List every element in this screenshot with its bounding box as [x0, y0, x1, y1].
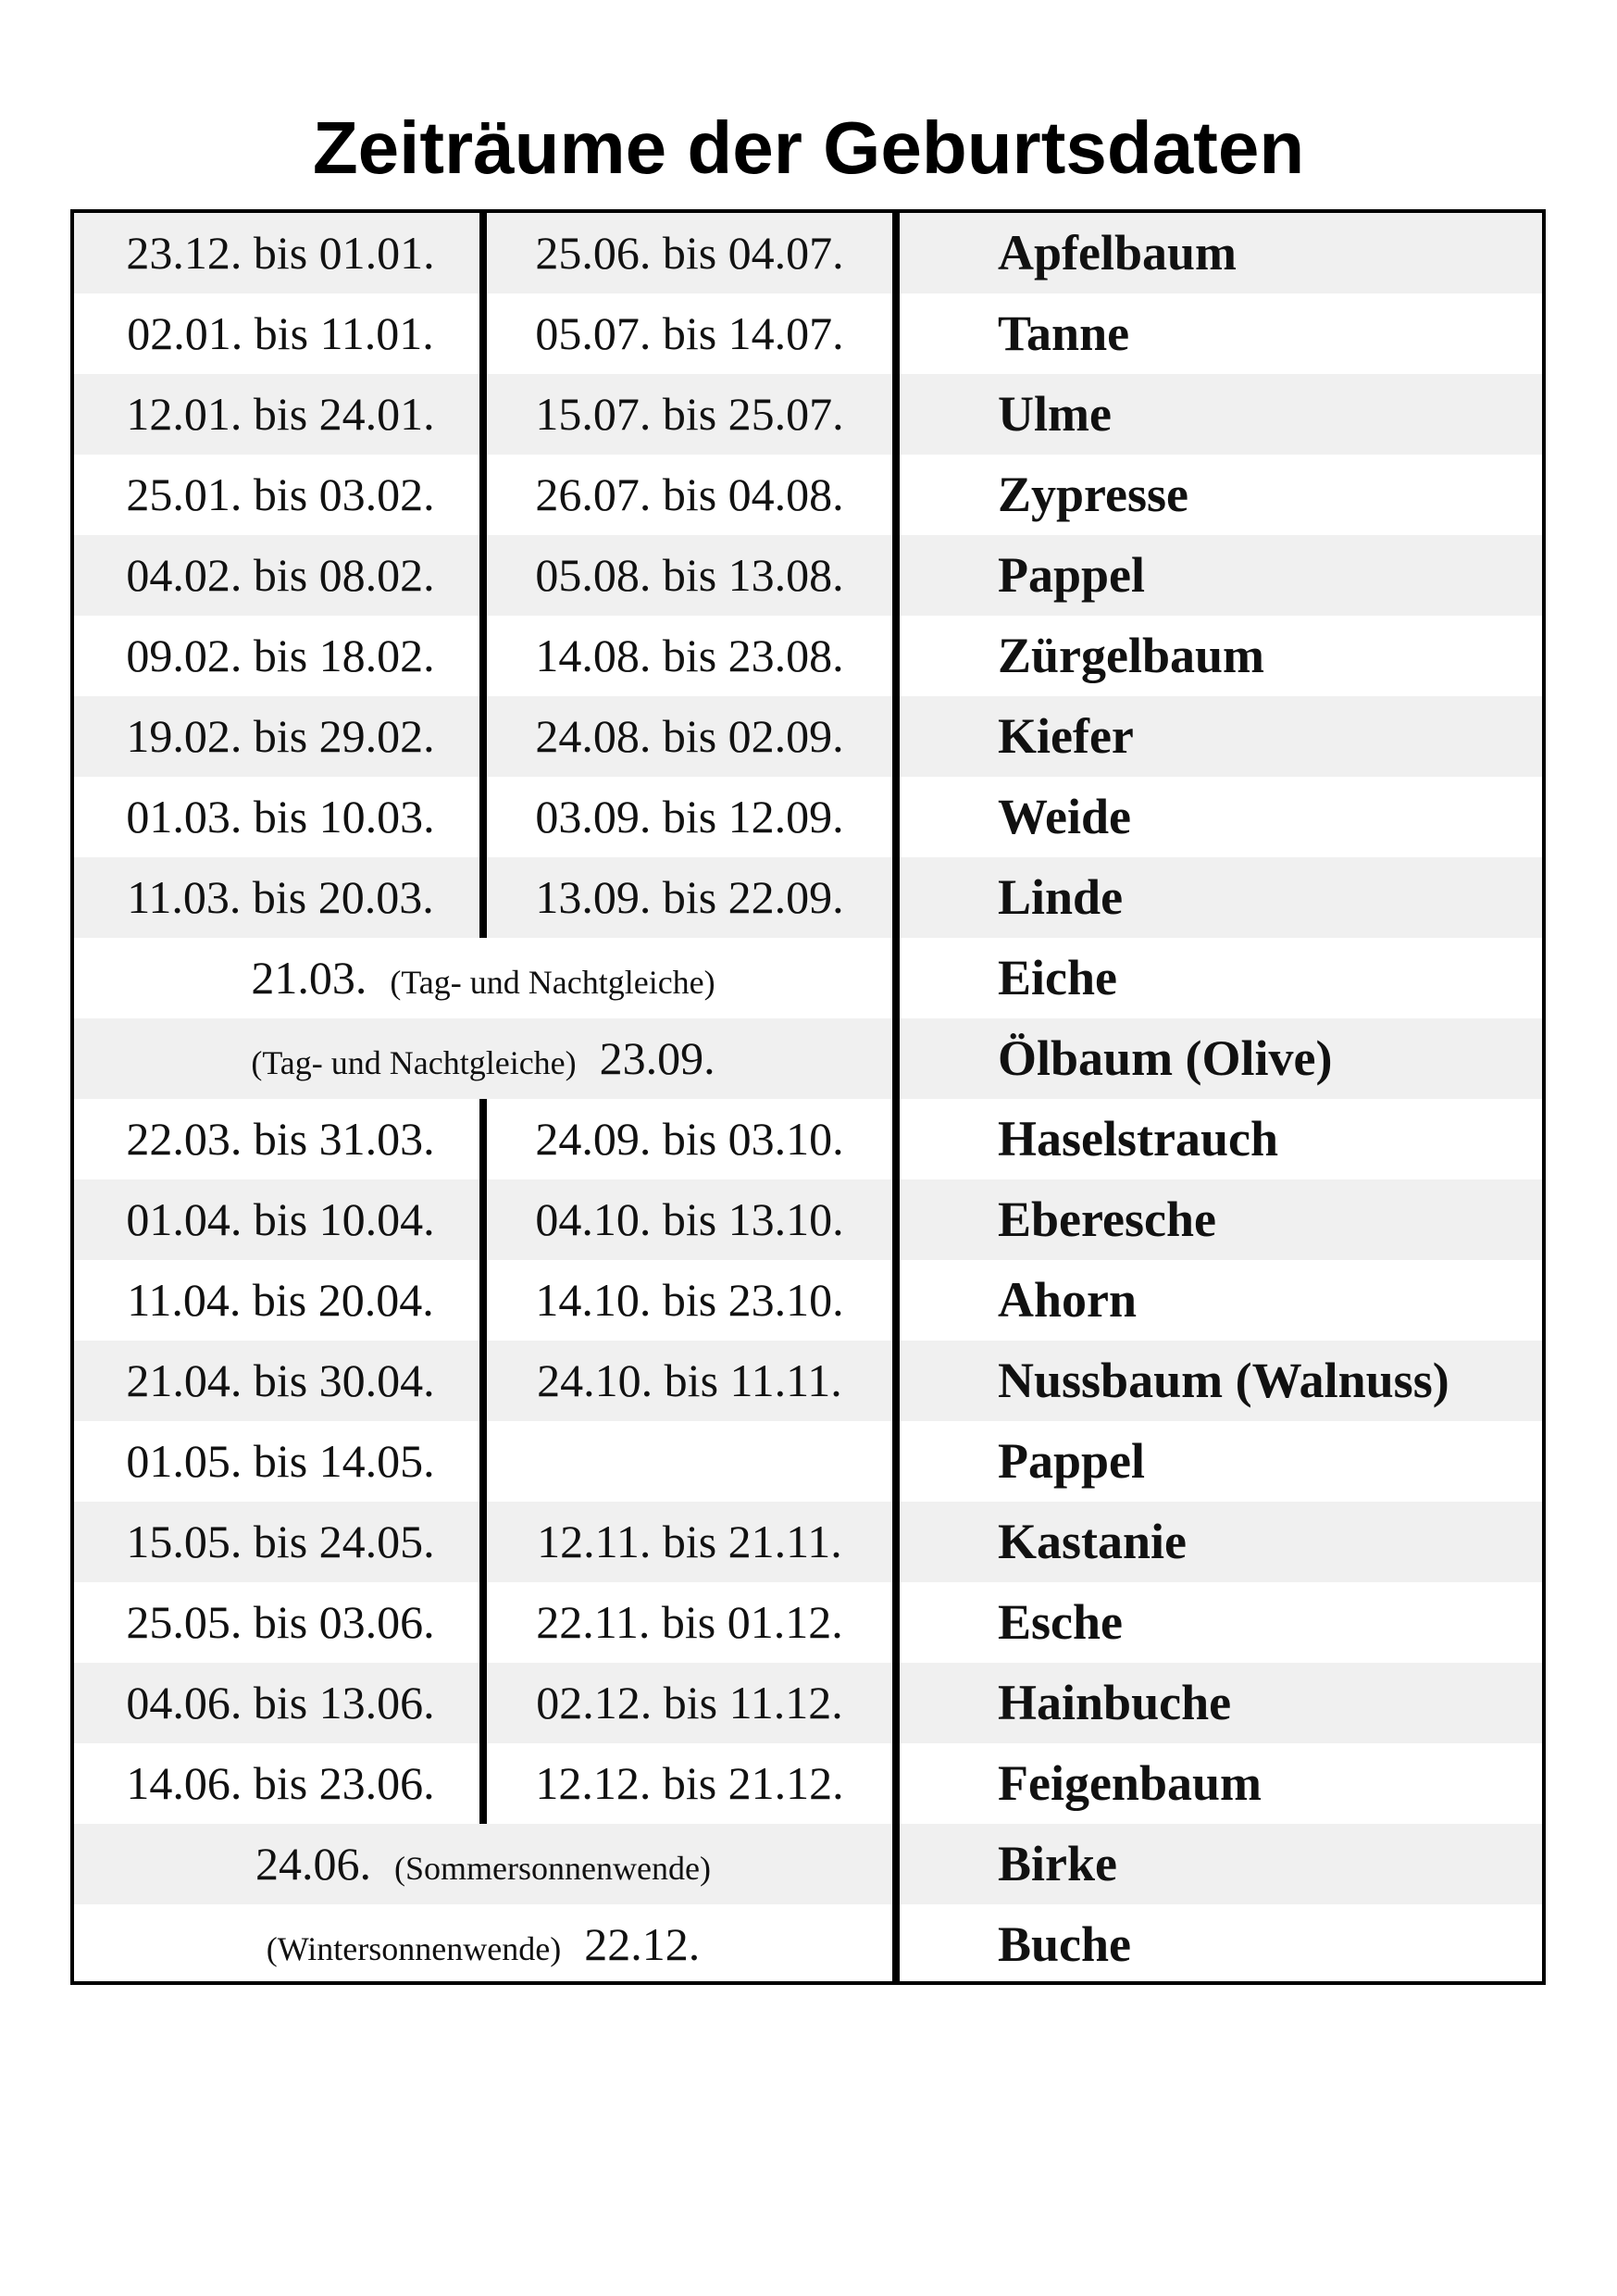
- date-note: (Wintersonnenwende): [266, 1930, 562, 1967]
- inner-column-divider-top: [479, 213, 487, 938]
- table-row: [74, 1099, 1542, 1179]
- date-range-first-half: 09.02. bis 18.02.: [126, 630, 435, 681]
- tree-name: Zypresse: [998, 467, 1189, 522]
- table-row: [74, 374, 1542, 455]
- table-row: [74, 1582, 1542, 1663]
- date-range-first-half: 14.06. bis 23.06.: [126, 1757, 435, 1809]
- tree-name: Kiefer: [998, 708, 1134, 764]
- single-date: 22.12.: [584, 1918, 701, 1970]
- page-title: Zeiträume der Geburtsdaten: [312, 106, 1305, 189]
- table-row: [74, 1904, 1542, 1985]
- table-row: [74, 455, 1542, 535]
- date-note: (Sommersonnenwende): [394, 1850, 711, 1887]
- inner-column-divider-bottom: [479, 1099, 487, 1824]
- tree-name: Nussbaum (Walnuss): [998, 1353, 1449, 1408]
- date-range-second-half: 13.09. bis 22.09.: [535, 871, 844, 923]
- date-range-second-half: 05.08. bis 13.08.: [535, 549, 844, 601]
- table-row: [74, 1663, 1542, 1743]
- single-date: 23.09.: [599, 1032, 715, 1084]
- date-range-first-half: 02.01. bis 11.01.: [127, 307, 434, 359]
- tree-name: Haselstrauch: [998, 1111, 1278, 1167]
- single-date-cell: [74, 1824, 892, 1904]
- tree-name: Buche: [998, 1916, 1132, 1972]
- date-range-second-half: 14.08. bis 23.08.: [535, 630, 844, 681]
- tree-column-divider: [892, 213, 900, 1981]
- date-range-first-half: 25.01. bis 03.02.: [126, 468, 435, 520]
- tree-name: Apfelbaum: [998, 225, 1238, 281]
- date-range-first-half: 01.05. bis 14.05.: [126, 1435, 435, 1487]
- tree-name: Pappel: [998, 1433, 1146, 1489]
- date-range-second-half: 24.09. bis 03.10.: [535, 1113, 844, 1165]
- date-range-first-half: 21.04. bis 30.04.: [126, 1354, 435, 1406]
- date-range-first-half: 15.05. bis 24.05.: [126, 1516, 435, 1567]
- date-range-second-half: 03.09. bis 12.09.: [535, 791, 844, 842]
- date-note: (Tag- und Nachtgleiche): [251, 1044, 577, 1081]
- date-range-second-half: 26.07. bis 04.08.: [535, 468, 844, 520]
- single-date: 21.03.: [251, 952, 367, 1004]
- table-row: [74, 938, 1542, 1018]
- table-row: [74, 857, 1542, 938]
- table-row: [74, 1502, 1542, 1582]
- date-note: (Tag- und Nachtgleiche): [390, 964, 715, 1001]
- date-range-first-half: 23.12. bis 01.01.: [126, 227, 435, 279]
- date-range-first-half: 22.03. bis 31.03.: [126, 1113, 435, 1165]
- date-range-second-half: 25.06. bis 04.07.: [535, 227, 844, 279]
- single-date-cell: [74, 938, 892, 1018]
- date-range-first-half: 01.04. bis 10.04.: [126, 1193, 435, 1245]
- single-date: 24.06.: [255, 1838, 372, 1890]
- table-row: [74, 1421, 1542, 1502]
- date-range-first-half: 04.06. bis 13.06.: [126, 1677, 435, 1728]
- tree-name: Tanne: [998, 306, 1130, 361]
- date-range-second-half: 05.07. bis 14.07.: [535, 307, 844, 359]
- table-row: [74, 777, 1542, 857]
- single-date-cell: [74, 1018, 892, 1099]
- table-row: [74, 213, 1542, 293]
- tree-name: Kastanie: [998, 1514, 1188, 1569]
- table-row: [74, 535, 1542, 616]
- tree-name: Ahorn: [998, 1272, 1138, 1328]
- tree-name: Eiche: [998, 950, 1117, 1005]
- tree-name: Linde: [998, 869, 1124, 925]
- table-row: [74, 1260, 1542, 1341]
- date-range-second-half: 22.11. bis 01.12.: [536, 1596, 843, 1648]
- tree-name: Zürgelbaum: [998, 628, 1265, 683]
- date-range-second-half: 15.07. bis 25.07.: [535, 388, 844, 440]
- tree-name: Ulme: [998, 386, 1112, 442]
- tree-name: Birke: [998, 1836, 1117, 1891]
- date-range-first-half: 25.05. bis 03.06.: [126, 1596, 435, 1648]
- tree-name: Pappel: [998, 547, 1146, 603]
- table-row: [74, 1743, 1542, 1824]
- date-range-first-half: 11.03. bis 20.03.: [127, 871, 434, 923]
- date-range-second-half: [487, 1421, 892, 1502]
- table-row: [74, 616, 1542, 696]
- date-range-second-half: 02.12. bis 11.12.: [536, 1677, 843, 1728]
- date-range-second-half: 04.10. bis 13.10.: [535, 1193, 844, 1245]
- tree-name: Feigenbaum: [998, 1755, 1263, 1811]
- date-range-second-half: 24.10. bis 11.11.: [537, 1354, 842, 1406]
- date-range-first-half: 04.02. bis 08.02.: [126, 549, 435, 601]
- date-range-first-half: 11.04. bis 20.04.: [127, 1274, 434, 1326]
- tree-name: Ölbaum (Olive): [998, 1030, 1333, 1086]
- single-date-cell: [74, 1904, 892, 1985]
- table-row: [74, 1341, 1542, 1421]
- table-row: [74, 1018, 1542, 1099]
- date-range-second-half: 12.12. bis 21.12.: [535, 1757, 844, 1809]
- birth-date-tree-table: [70, 209, 1546, 1985]
- table-row: [74, 1824, 1542, 1904]
- date-range-second-half: 24.08. bis 02.09.: [535, 710, 844, 762]
- table-row: [74, 293, 1542, 374]
- tree-name: Weide: [998, 789, 1131, 844]
- date-range-second-half: 14.10. bis 23.10.: [535, 1274, 844, 1326]
- table-row: [74, 696, 1542, 777]
- date-range-first-half: 19.02. bis 29.02.: [126, 710, 435, 762]
- tree-name: Eberesche: [998, 1192, 1216, 1247]
- table-row: [74, 1179, 1542, 1260]
- date-range-first-half: 12.01. bis 24.01.: [126, 388, 435, 440]
- tree-name: Hainbuche: [998, 1675, 1232, 1730]
- date-range-second-half: 12.11. bis 21.11.: [537, 1516, 842, 1567]
- tree-name: Esche: [998, 1594, 1123, 1650]
- date-range-first-half: 01.03. bis 10.03.: [126, 791, 435, 842]
